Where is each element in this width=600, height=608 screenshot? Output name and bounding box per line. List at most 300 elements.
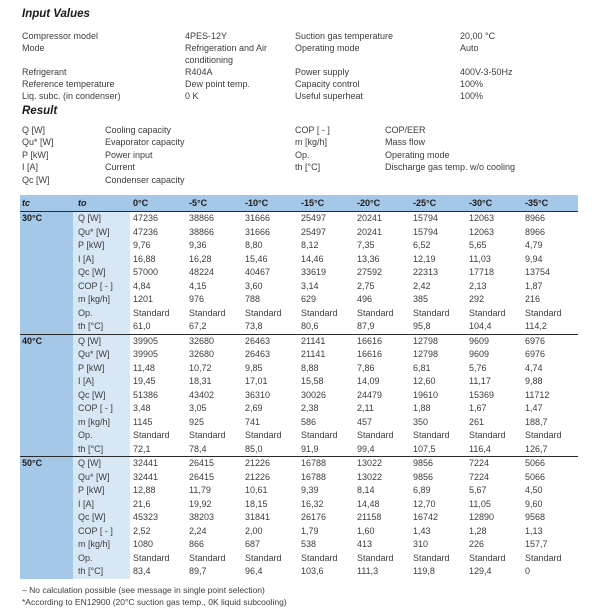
value-cell: 9609 (469, 335, 490, 346)
input-value: 400V-3-50Hz (460, 67, 513, 77)
value-cell: 1,43 (413, 525, 431, 536)
legend-description: Condenser capacity (105, 174, 185, 185)
value-cell: Standard (469, 430, 506, 441)
value-cell: 12063 (469, 213, 495, 224)
value-cell: 9856 (413, 471, 434, 482)
value-cell: 1080 (133, 539, 154, 550)
value-cell: 32441 (133, 471, 159, 482)
value-cell: 12890 (469, 512, 495, 523)
value-cell: 1,60 (357, 525, 375, 536)
value-cell: 2,11 (357, 403, 374, 414)
value-cell: 586 (301, 416, 317, 427)
legend-symbol: Q [W] (22, 125, 45, 135)
value-cell: 5066 (525, 471, 546, 482)
value-cell: 10,61 (245, 485, 268, 496)
value-cell: 89,7 (189, 566, 207, 577)
footnotes (22, 584, 600, 608)
input-value: Auto (460, 43, 479, 53)
value-cell: 9,39 (301, 485, 319, 496)
input-value: R404A (185, 67, 213, 77)
value-cell: 4,79 (525, 240, 543, 251)
value-cell: 866 (189, 539, 205, 550)
row-label-cell: Qu* [W] (73, 471, 130, 485)
value-cell: 8,88 (301, 362, 319, 373)
value-cell: Standard (301, 430, 338, 441)
row-label-cell: Op. (73, 552, 130, 566)
value-cell: 26415 (189, 471, 215, 482)
value-cell: 496 (357, 294, 373, 305)
value-cell: 3,14 (301, 280, 319, 291)
value-cell: 116,4 (469, 443, 491, 454)
value-cell: Standard (301, 552, 338, 563)
table-header-cell: -20°C (357, 198, 381, 209)
legend-symbol: m [kg/h] (295, 137, 328, 148)
value-cell: 226 (469, 539, 485, 550)
row-label-cell: Op. (73, 429, 130, 443)
row-label-cell: I [A] (73, 253, 130, 267)
value-cell: 20241 (357, 213, 383, 224)
value-cell: 12,88 (133, 485, 156, 496)
value-cell: 67,2 (189, 321, 207, 332)
row-label-cell: Qc [W] (73, 389, 130, 403)
input-label: Capacity control (295, 79, 360, 89)
value-cell: 2,24 (189, 525, 207, 536)
value-cell: Standard (469, 307, 506, 318)
value-cell: 741 (245, 416, 261, 427)
value-cell: 47236 (133, 226, 159, 237)
value-cell: Standard (133, 430, 170, 441)
value-cell: 12063 (469, 226, 495, 237)
value-cell: 38866 (189, 226, 215, 237)
input-values-heading: Input Values (22, 8, 90, 20)
value-cell: 83,4 (133, 566, 151, 577)
value-cell: 12798 (413, 349, 439, 360)
value-cell: Standard (133, 307, 170, 318)
value-cell: 57000 (133, 267, 159, 278)
value-cell: 45323 (133, 512, 159, 523)
value-cell: 16788 (301, 471, 327, 482)
row-label-cell: m [kg/h] (73, 416, 130, 430)
legend-description: Cooling capacity (105, 125, 172, 135)
table-header-cell: -5°C (189, 198, 208, 209)
value-cell: 39905 (133, 349, 159, 360)
value-cell: 976 (189, 294, 205, 305)
input-value: 100% (460, 91, 484, 101)
value-cell: 925 (189, 416, 205, 427)
value-cell: 1145 (133, 416, 153, 427)
value-cell: Standard (189, 552, 226, 563)
value-cell: 11,05 (469, 498, 491, 509)
value-cell: 16,32 (301, 498, 324, 509)
input-value: 20,00 °C (460, 31, 496, 41)
value-cell: 9568 (525, 512, 546, 523)
value-cell: Standard (357, 552, 394, 563)
value-cell: 78,4 (189, 443, 207, 454)
value-cell: 14,48 (357, 498, 380, 509)
value-cell: 3,60 (245, 280, 263, 291)
row-label-cell: Qu* [W] (73, 348, 130, 362)
row-label-cell: P [kW] (73, 484, 130, 498)
value-cell: 0 (525, 566, 531, 577)
value-cell: 11712 (525, 389, 550, 400)
value-cell: 21158 (357, 512, 382, 523)
value-cell: 119,8 (413, 566, 435, 577)
value-cell: 27592 (357, 267, 383, 278)
legend-symbol: P [kW] (22, 149, 49, 160)
legend-symbol (295, 174, 385, 186)
legend-symbol: th [°C] (295, 162, 321, 173)
input-value: Refrigeration and Air conditioning (185, 43, 268, 65)
value-cell: 21141 (301, 335, 326, 346)
value-cell: 39905 (133, 335, 159, 346)
value-cell: 1,87 (525, 280, 543, 291)
value-cell: Standard (245, 552, 282, 563)
value-cell: 91,9 (301, 443, 319, 454)
value-cell: 261 (469, 416, 485, 427)
value-cell: 9,85 (245, 362, 263, 373)
value-cell: 629 (301, 294, 317, 305)
value-cell: 2,69 (245, 403, 263, 414)
value-cell: 292 (469, 294, 485, 305)
value-cell: 26463 (245, 349, 271, 360)
table-header-cell: -35°C (525, 198, 549, 209)
value-cell: 24479 (357, 389, 383, 400)
table-section (20, 212, 578, 335)
value-cell: 12,60 (413, 376, 436, 387)
row-label-cell: COP [ - ] (73, 402, 130, 416)
value-cell: 16,88 (133, 253, 156, 264)
value-cell: 157,7 (525, 539, 548, 550)
value-cell: 38866 (189, 213, 215, 224)
value-cell: 538 (301, 539, 317, 550)
row-label-cell: Op. (73, 307, 130, 321)
legend-description: COP/EER (385, 125, 426, 135)
row-label-cell: Qc [W] (73, 511, 130, 525)
tc-cell: 50°C (20, 457, 73, 579)
row-label-cell: Q [W] (73, 457, 130, 471)
value-cell: 51386 (133, 389, 159, 400)
input-value: 4PES-12Y (185, 31, 228, 41)
value-cell: 788 (245, 294, 261, 305)
value-cell: 15,58 (301, 376, 324, 387)
input-values-grid (22, 30, 600, 102)
value-cell: 2,38 (301, 403, 319, 414)
value-cell: 126,7 (525, 443, 548, 454)
legend-description (385, 174, 600, 186)
value-cell: 6976 (525, 335, 546, 346)
row-label-cell: Qu* [W] (73, 226, 130, 240)
table-header-cell: tc (22, 198, 31, 209)
value-cell: 9,76 (133, 240, 151, 251)
value-cell: 40467 (245, 267, 271, 278)
value-cell: 8966 (525, 226, 546, 237)
value-cell: 72,1 (133, 443, 151, 454)
value-cell: 3,48 (133, 403, 151, 414)
table-section (20, 457, 578, 579)
value-cell: 73,8 (245, 321, 263, 332)
value-cell: 99,4 (357, 443, 375, 454)
value-cell: 61,0 (133, 321, 151, 332)
input-label: Compressor model (22, 31, 99, 41)
value-cell: 11,48 (133, 362, 155, 373)
tc-cell: 30°C (20, 212, 73, 334)
value-cell: 18,15 (245, 498, 268, 509)
value-cell: 16616 (357, 335, 383, 346)
row-label-cell: th [°C] (73, 565, 130, 579)
value-cell: 31841 (245, 512, 271, 523)
value-cell: 9,88 (525, 376, 543, 387)
value-cell: 1,67 (469, 403, 487, 414)
legend-description: Mass flow (385, 137, 426, 148)
value-cell: 15794 (413, 213, 439, 224)
value-cell: 21226 (245, 458, 271, 469)
value-cell: 32680 (189, 349, 215, 360)
value-cell: Standard (469, 552, 506, 563)
row-label-cell: COP [ - ] (73, 525, 130, 539)
value-cell: Standard (189, 430, 226, 441)
value-cell: Standard (357, 430, 394, 441)
value-cell: 15369 (469, 389, 495, 400)
value-cell: Standard (245, 307, 282, 318)
value-cell: 47236 (133, 213, 159, 224)
value-cell: 2,00 (245, 525, 263, 536)
value-cell: 6,81 (413, 362, 431, 373)
value-cell: 17718 (469, 267, 495, 278)
value-cell: 310 (413, 539, 429, 550)
value-cell: 385 (413, 294, 429, 305)
value-cell: 15794 (413, 226, 439, 237)
result-table (20, 195, 578, 579)
value-cell: 8,80 (245, 240, 263, 251)
value-cell: 10,72 (189, 362, 212, 373)
input-label: Reference temperature (22, 79, 115, 89)
value-cell: Standard (525, 552, 562, 563)
value-cell: 7224 (469, 471, 490, 482)
value-cell: 32441 (133, 458, 159, 469)
value-cell: 5,65 (469, 240, 487, 251)
row-label-cell: Q [W] (73, 212, 130, 226)
input-value: 100% (460, 79, 484, 89)
footnote: – No calculation possible (see message in single point selection) (22, 584, 265, 595)
value-cell: Standard (133, 552, 170, 563)
row-label-cell: P [kW] (73, 362, 130, 376)
value-cell: 5,67 (469, 485, 487, 496)
value-cell: 13022 (357, 458, 383, 469)
value-cell: 87,9 (357, 321, 375, 332)
value-cell: 17,01 (245, 376, 268, 387)
value-cell: 26463 (245, 335, 271, 346)
input-label: Suction gas temperature (295, 31, 394, 41)
value-cell: 687 (245, 539, 261, 550)
legend-symbol: Qc [W] (22, 174, 50, 185)
row-label-cell: COP [ - ] (73, 280, 130, 294)
legend-description: Evaporator capacity (105, 137, 185, 148)
value-cell: 216 (525, 294, 541, 305)
value-cell: 7,35 (357, 240, 375, 251)
row-label-cell: m [kg/h] (73, 538, 130, 552)
row-label-cell: P [kW] (73, 239, 130, 253)
value-cell: 11,79 (189, 485, 211, 496)
value-cell: 111,3 (357, 566, 379, 577)
value-cell: 8966 (525, 213, 546, 224)
value-cell: 31666 (245, 226, 271, 237)
value-cell: 413 (357, 539, 373, 550)
value-cell: 36310 (245, 389, 271, 400)
legend-symbol: COP [ - ] (295, 125, 330, 135)
result-legend (22, 124, 600, 186)
input-label: Mode (22, 43, 45, 53)
table-header-cell: -30°C (469, 198, 493, 209)
value-cell: 12,19 (413, 253, 436, 264)
value-cell: 26176 (301, 512, 327, 523)
legend-description: Power input (105, 149, 153, 160)
value-cell: Standard (413, 430, 450, 441)
value-cell: 14,09 (357, 376, 380, 387)
row-label-cell: th [°C] (73, 320, 130, 334)
value-cell: 4,74 (525, 362, 543, 373)
value-cell: 2,75 (357, 280, 375, 291)
value-cell: 16,28 (189, 253, 212, 264)
table-header-cell: -25°C (413, 198, 437, 209)
legend-description: Current (105, 162, 136, 173)
value-cell: 19,92 (189, 498, 212, 509)
value-cell: Standard (525, 307, 562, 318)
value-cell: 31666 (245, 213, 271, 224)
input-label: Operating mode (295, 43, 360, 53)
value-cell: 104,4 (469, 321, 492, 332)
legend-symbol: Qu* [W] (22, 137, 54, 148)
value-cell: 2,42 (413, 280, 431, 291)
value-cell: 32680 (189, 335, 215, 346)
value-cell: 12798 (413, 335, 439, 346)
value-cell: 20241 (357, 226, 383, 237)
input-label: Liq. subc. (in condenser) (22, 91, 121, 101)
value-cell: 9856 (413, 458, 434, 469)
table-header-cell: -10°C (245, 198, 269, 209)
value-cell: 14,46 (301, 253, 324, 264)
value-cell: 2,13 (469, 280, 487, 291)
value-cell: Standard (189, 307, 226, 318)
value-cell: 26415 (189, 458, 215, 469)
value-cell: 1,88 (413, 403, 431, 414)
value-cell: 15,46 (245, 253, 268, 264)
value-cell: 16788 (301, 458, 327, 469)
row-label-cell: Qc [W] (73, 266, 130, 280)
value-cell: 7,86 (357, 362, 375, 373)
value-cell: 19610 (413, 389, 439, 400)
value-cell: 2,52 (133, 525, 151, 536)
value-cell: 6,52 (413, 240, 431, 251)
value-cell: Standard (525, 430, 562, 441)
value-cell: 11,03 (469, 253, 491, 264)
value-cell: 96,4 (245, 566, 263, 577)
value-cell: 33619 (301, 267, 327, 278)
value-cell: 9,36 (189, 240, 207, 251)
value-cell: 114,2 (525, 321, 547, 332)
value-cell: 7224 (469, 458, 490, 469)
value-cell: Standard (413, 552, 450, 563)
value-cell: 6976 (525, 349, 546, 360)
value-cell: 13754 (525, 267, 551, 278)
value-cell: 16616 (357, 349, 383, 360)
value-cell: 80,6 (301, 321, 319, 332)
value-cell: 11,17 (469, 376, 491, 387)
footnote: *According to EN12900 (20°C suction gas temp., 0K liquid subcooling) (22, 596, 287, 607)
value-cell: 30026 (301, 389, 327, 400)
row-label-cell: th [°C] (73, 443, 130, 457)
value-cell: 5,76 (469, 362, 487, 373)
value-cell: 21141 (301, 349, 326, 360)
table-section (20, 335, 578, 458)
value-cell: 4,15 (189, 280, 207, 291)
value-cell: 21226 (245, 471, 271, 482)
input-value: 0 K (185, 91, 199, 101)
value-cell: 43402 (189, 389, 215, 400)
input-label: Power supply (295, 67, 350, 77)
value-cell: 13,36 (357, 253, 380, 264)
value-cell: 1,13 (525, 525, 543, 536)
row-label-cell: I [A] (73, 498, 130, 512)
legend-symbol: I [A] (22, 162, 39, 173)
value-cell: 48224 (189, 267, 215, 278)
table-header-cell: to (78, 198, 87, 209)
value-cell: 9,60 (525, 498, 543, 509)
row-label-cell: I [A] (73, 375, 130, 389)
value-cell: 1,28 (469, 525, 487, 536)
value-cell: 3,05 (189, 403, 207, 414)
input-label: Useful superheat (295, 91, 364, 101)
result-heading: Result (22, 105, 58, 117)
table-header-row (20, 195, 578, 212)
value-cell: 38203 (189, 512, 215, 523)
value-cell: 1,47 (525, 403, 543, 414)
table-header-cell: -15°C (301, 198, 325, 209)
value-cell: 107,5 (413, 443, 436, 454)
value-cell: 9,94 (525, 253, 543, 264)
legend-symbol: Op. (295, 149, 310, 160)
value-cell: 8,14 (357, 485, 375, 496)
value-cell: 1,79 (301, 525, 319, 536)
value-cell: 21,6 (133, 498, 151, 509)
row-label-cell: Q [W] (73, 335, 130, 349)
value-cell: Standard (245, 430, 282, 441)
value-cell: 6,89 (413, 485, 431, 496)
value-cell: 12,70 (413, 498, 436, 509)
value-cell: 18,31 (189, 376, 212, 387)
value-cell: 8,12 (301, 240, 319, 251)
value-cell: 103,6 (301, 566, 324, 577)
value-cell: Standard (301, 307, 338, 318)
input-value: Dew point temp. (185, 79, 251, 89)
value-cell: 350 (413, 416, 429, 427)
value-cell: Standard (357, 307, 394, 318)
legend-description: Discharge gas temp. w/o cooling (385, 162, 516, 173)
value-cell: 22313 (413, 267, 439, 278)
value-cell: 25497 (301, 213, 327, 224)
row-label-cell: m [kg/h] (73, 293, 130, 307)
value-cell: 457 (357, 416, 373, 427)
value-cell: Standard (413, 307, 450, 318)
value-cell: 13022 (357, 471, 383, 482)
value-cell: 4,84 (133, 280, 151, 291)
value-cell: 188,7 (525, 416, 548, 427)
tc-cell: 40°C (20, 335, 73, 457)
value-cell: 5066 (525, 458, 546, 469)
table-header-cell: 0°C (133, 198, 149, 209)
value-cell: 1201 (133, 294, 154, 305)
value-cell: 85,0 (245, 443, 263, 454)
value-cell: 95,8 (413, 321, 431, 332)
